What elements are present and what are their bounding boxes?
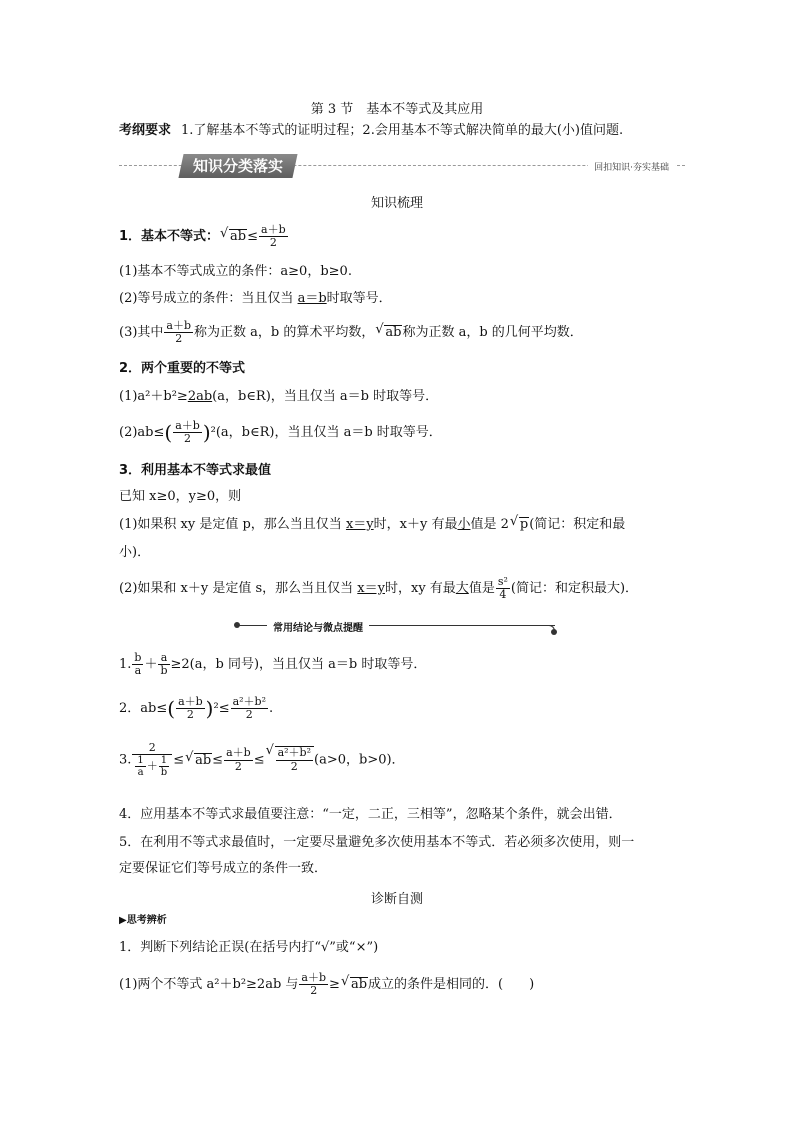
item3-heading: 3．利用基本不等式求最值 [119,463,272,478]
tips-label: 常用结论与微点提醒 [267,619,369,634]
section-banner [119,154,685,178]
item3-line1-cont: 小)． [119,545,151,560]
requirement-text: 1.了解基本不等式的证明过程；2.会用基本不等式解决简单的最大(小)值问题. [181,123,624,138]
section-heading-diagnosis: 诊断自测 [370,892,423,907]
tip2: 2．ab≤( $\frac{a+b}{2}$ )²≤ $\frac{\text{a²＋b²}}{2}$ . [119,695,274,722]
question1-heading: 1．判断下列结论正误(在括号内打“√”或“×”) [119,940,379,955]
item3-line1: (1)如果积 xy 是定值 p，那么当且仅当 x＝y时，x＋y 有最小值是 2√ p(简记：积定和最 [119,517,625,531]
item1-condition2: (2)等号成立的条件：当且仅当 a＝b时取等号． [119,291,392,306]
tip1: 1. $\frac{b}{a}$ ＋ $\frac{a}{b}$ ≥2(a，b 同号)，当且仅当 a＝b 时取等号． [119,651,427,678]
tip5-line1: 5．在利用不等式求最值时，一定要尽量避免多次使用基本不等式．若必须多次使用，则一 [119,835,635,850]
banner-badge: 知识分类落实 [178,154,297,178]
banner-subtitle: 回扣知识·夯实基础 [588,160,675,173]
syllabus-requirement [119,124,623,137]
item2-line1: (1)a²＋b²≥2ab(a，b∈R)，当且仅当 a＝b 时取等号． [119,389,439,404]
tips-dot-left [234,622,240,628]
item1-condition3: (3)其中 $\frac{a+b}{2}$ 称为正数 a，b 的算术平均数，√ ab称为正数 a，b 的几何平均数． [119,320,583,345]
requirement-label: 考纲要求 [119,123,172,138]
thinking-tag: ▶思考辨析 [119,915,167,926]
tip5-line2: 定要保证它们等号成立的条件一致． [119,861,328,876]
item1-condition1: (1)基本不等式成立的条件：a≥0，b≥0. [119,264,352,279]
page-title: 第 3 节 基本不等式及其应用 [310,102,484,117]
tips-divider [237,619,555,633]
item3-given: 已知 x≥0，y≥0，则 [119,489,242,504]
tip3: 3. 2 $\frac{1}{a}$ ＋ $\frac{1}{b}$ ≤√ ab≤ $\frac{a+b}{2}$ ≤ √ $\frac{\text{a²＋b²}}{2}$ (a>0，b>0)． [119,742,405,778]
item3-line2: (2)如果和 x＋y 是定值 s，那么当且仅当 x＝y时，xy 有最大值是 $\frac{\text{s²}}{4}$ (简记：和定积最大)． [119,575,639,602]
item2-line2: (2)ab≤( $\frac{a+b}{2}$ )²(a，b∈R)，当且仅当 a＝b 时取等号． [119,419,442,446]
section-heading-knowledge: 知识梳理 [370,196,423,211]
question1-statement1: (1)两个不等式 a²＋b²≥2ab 与 $\frac{a+b}{2}$ ≥√ ab成立的条件是相同的．( ) [119,972,534,997]
item2-heading: 2．两个重要的不等式 [119,361,246,376]
item1-heading: 1．基本不等式：√ ab≤ $\frac{a+b}{2}$ [119,224,289,249]
tips-dot-right [551,629,557,635]
tip4: 4．应用基本不等式求最值要注意：“一定，二正，三相等”，忽略某个条件，就会出错． [119,807,622,822]
